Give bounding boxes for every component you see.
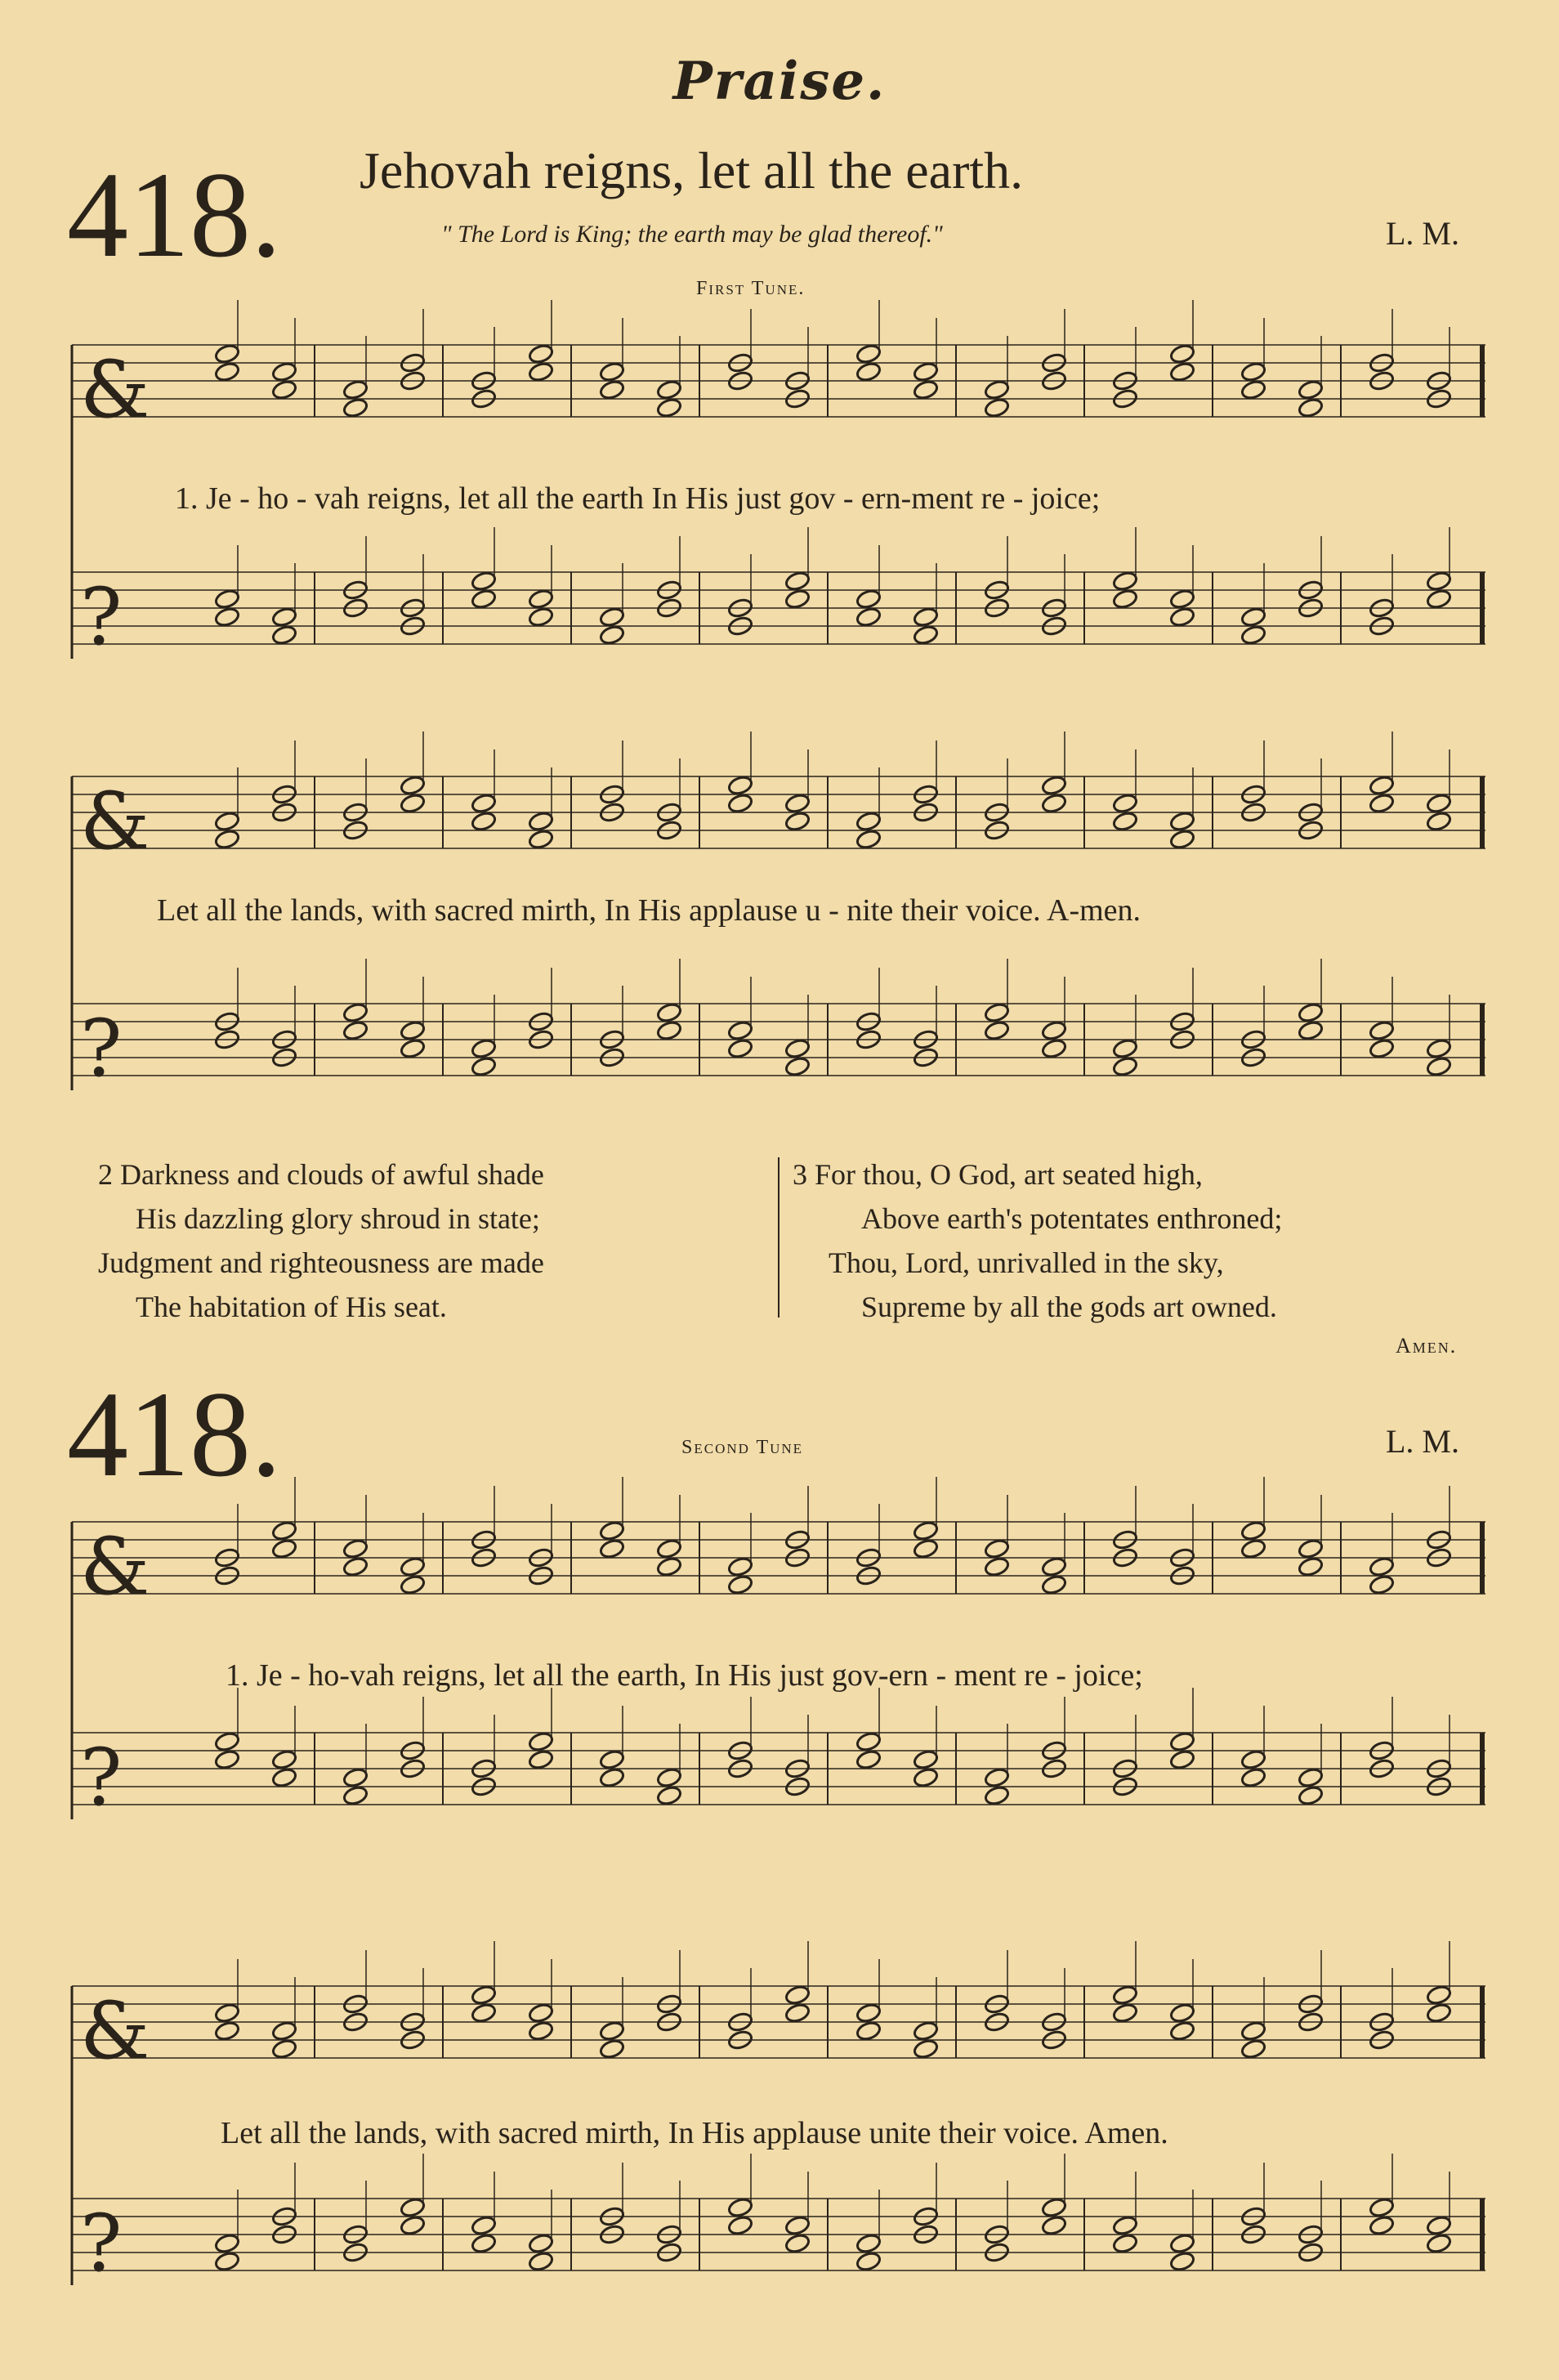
note — [1169, 588, 1195, 610]
note — [784, 811, 811, 832]
note — [271, 1520, 297, 1541]
note — [656, 1020, 682, 1041]
note — [1426, 1056, 1452, 1077]
note — [784, 2215, 811, 2236]
note — [913, 606, 939, 628]
note — [1112, 811, 1138, 832]
note — [471, 570, 497, 592]
note — [471, 1056, 497, 1077]
note — [528, 2002, 554, 2024]
note — [1426, 1984, 1452, 2006]
note — [271, 1538, 297, 1559]
note — [1169, 1749, 1195, 1770]
note — [784, 1984, 811, 2006]
note — [1369, 793, 1395, 814]
note — [1240, 2020, 1266, 2042]
note — [913, 379, 939, 400]
note — [214, 2251, 240, 2272]
note — [599, 361, 625, 382]
note — [1169, 829, 1195, 850]
note — [528, 343, 554, 365]
note — [214, 2233, 240, 2254]
note — [855, 829, 882, 850]
note — [1426, 588, 1452, 610]
note — [1041, 2215, 1067, 2236]
note — [342, 397, 369, 418]
note — [1112, 1056, 1138, 1077]
note — [528, 811, 554, 832]
note — [1112, 588, 1138, 610]
note — [1298, 1785, 1324, 1806]
note — [599, 624, 625, 646]
hymn2-lyrics-line-1: 1. Je - ho-vah reigns, let all the earth, In His just gov-ern - ment re - joice; — [226, 1658, 1143, 1693]
note — [342, 1767, 369, 1788]
bass-clef: ? — [80, 1003, 123, 1094]
note — [656, 379, 682, 400]
note — [727, 1038, 753, 1059]
note — [784, 1038, 811, 1059]
note — [1169, 811, 1195, 832]
note — [913, 624, 939, 646]
note — [1240, 361, 1266, 382]
note — [400, 2215, 426, 2236]
note — [528, 2233, 554, 2254]
note — [471, 793, 497, 814]
hymn2-meter-label: L. M. — [1386, 1423, 1459, 1460]
treble-clef: & — [80, 1521, 150, 1613]
note — [984, 1002, 1010, 1023]
note — [271, 379, 297, 400]
note — [656, 1556, 682, 1577]
note — [471, 1984, 497, 2006]
verse-2-line-2: His dazzling glory shroud in state; — [136, 1202, 540, 1235]
meter-label: L. M. — [1386, 215, 1459, 252]
note — [342, 1556, 369, 1577]
section-title: Praise. — [672, 51, 887, 112]
note — [855, 811, 882, 832]
note — [1169, 606, 1195, 628]
note — [727, 2197, 753, 2218]
note — [400, 2197, 426, 2218]
note — [1169, 2251, 1195, 2272]
note — [1426, 2233, 1452, 2254]
note — [855, 2251, 882, 2272]
note — [1426, 570, 1452, 592]
treble-clef: & — [80, 344, 150, 436]
note — [214, 1731, 240, 1752]
note — [1298, 397, 1324, 418]
hymn1-lyrics-line-2: Let all the lands, with sacred mirth, In His applause u - nite their voice. A-men. — [157, 893, 1141, 928]
note — [271, 2038, 297, 2060]
note — [984, 397, 1010, 418]
note — [528, 829, 554, 850]
note — [1240, 624, 1266, 646]
note — [913, 2020, 939, 2042]
note — [1240, 1767, 1266, 1788]
hymn2-lyrics-line-2: Let all the lands, with sacred mirth, In His applause unite their voice. Amen. — [221, 2116, 1168, 2150]
note — [271, 606, 297, 628]
note — [471, 1038, 497, 1059]
note — [342, 1785, 369, 1806]
note — [471, 811, 497, 832]
note — [855, 1749, 882, 1770]
note — [1112, 793, 1138, 814]
amen-label: Amen. — [1396, 1334, 1458, 1358]
note — [1041, 2197, 1067, 2218]
hymn-number: 418. — [67, 147, 282, 283]
note — [1426, 2215, 1452, 2236]
note — [528, 1749, 554, 1770]
note — [1112, 2215, 1138, 2236]
note — [727, 2215, 753, 2236]
bass-clef: ? — [80, 2198, 123, 2289]
note — [984, 1538, 1010, 1559]
note — [599, 379, 625, 400]
note — [727, 1020, 753, 1041]
note — [913, 1538, 939, 1559]
note — [271, 1767, 297, 1788]
note — [1112, 570, 1138, 592]
note — [214, 588, 240, 610]
note — [528, 1731, 554, 1752]
note — [1426, 811, 1452, 832]
note — [1169, 2020, 1195, 2042]
bass-clef: ? — [80, 571, 123, 663]
note — [1298, 1767, 1324, 1788]
note — [1169, 2002, 1195, 2024]
note — [599, 1520, 625, 1541]
note — [214, 2002, 240, 2024]
note — [913, 1749, 939, 1770]
note — [1298, 1002, 1324, 1023]
hymn1-lyrics-line-1: 1. Je - ho - vah reigns, let all the earth In His just gov - ern-ment re - joice; — [175, 481, 1101, 516]
note — [855, 2233, 882, 2254]
note — [727, 1556, 753, 1577]
verse-divider — [778, 1157, 780, 1318]
note — [342, 1538, 369, 1559]
verse-3-line-2: Above earth's potentates enthroned; — [861, 1202, 1283, 1235]
note — [1240, 606, 1266, 628]
note — [1169, 2233, 1195, 2254]
note — [528, 361, 554, 382]
note — [1426, 2002, 1452, 2024]
note — [855, 1731, 882, 1752]
note — [1369, 2197, 1395, 2218]
note — [656, 1002, 682, 1023]
note — [1240, 379, 1266, 400]
note — [855, 343, 882, 365]
note — [400, 793, 426, 814]
note — [1112, 1984, 1138, 2006]
verse-2 — [98, 1152, 544, 1329]
note — [528, 588, 554, 610]
note — [784, 793, 811, 814]
note — [984, 1020, 1010, 1041]
note — [855, 361, 882, 382]
note — [784, 1056, 811, 1077]
note — [214, 343, 240, 365]
note — [599, 2038, 625, 2060]
note — [342, 1020, 369, 1041]
note — [471, 588, 497, 610]
note — [727, 775, 753, 796]
note — [855, 588, 882, 610]
note — [1298, 1020, 1324, 1041]
note — [1426, 1038, 1452, 1059]
note — [342, 379, 369, 400]
note — [471, 2002, 497, 2024]
verse-2-line-3: Judgment and righteousness are made — [98, 1246, 544, 1279]
hymn2-number: 418. — [67, 1367, 282, 1502]
note — [1426, 793, 1452, 814]
note — [1041, 1574, 1067, 1595]
note — [1369, 1556, 1395, 1577]
note — [855, 2002, 882, 2024]
note — [1169, 361, 1195, 382]
note — [214, 1749, 240, 1770]
note — [271, 624, 297, 646]
note — [1298, 1538, 1324, 1559]
note — [400, 775, 426, 796]
verse-3-line-4: Supreme by all the gods art owned. — [861, 1291, 1277, 1323]
note — [271, 1749, 297, 1770]
hymn-title: Jehovah reigns, let all the earth. — [360, 141, 1024, 199]
note — [1298, 1556, 1324, 1577]
note — [1041, 1038, 1067, 1059]
hymn2-tune-label: Second Tune — [681, 1437, 804, 1458]
note — [855, 2020, 882, 2042]
note — [984, 1767, 1010, 1788]
note — [656, 397, 682, 418]
note — [400, 1574, 426, 1595]
note — [1041, 793, 1067, 814]
note — [214, 361, 240, 382]
verse-3-line-3: Thou, Lord, unrivalled in the sky, — [829, 1246, 1224, 1279]
note — [400, 1020, 426, 1041]
note — [727, 1574, 753, 1595]
note — [1041, 1020, 1067, 1041]
note — [1369, 1020, 1395, 1041]
note — [471, 2233, 497, 2254]
note — [271, 361, 297, 382]
note — [727, 793, 753, 814]
verse-2-line-1: 2 Darkness and clouds of awful shade — [98, 1158, 544, 1191]
tune-label: First Tune. — [696, 278, 806, 299]
note — [1112, 1038, 1138, 1059]
note — [400, 1038, 426, 1059]
treble-clef: & — [80, 1985, 150, 2077]
note — [599, 1767, 625, 1788]
note — [784, 2002, 811, 2024]
note — [784, 2233, 811, 2254]
note — [855, 606, 882, 628]
note — [599, 606, 625, 628]
epigraph: " The Lord is King; the earth may be glad thereof." — [441, 221, 943, 248]
note — [984, 1785, 1010, 1806]
note — [400, 1556, 426, 1577]
note — [913, 1520, 939, 1541]
note — [784, 588, 811, 610]
note — [984, 379, 1010, 400]
treble-clef: & — [80, 776, 150, 867]
note — [1041, 1556, 1067, 1577]
note — [1369, 775, 1395, 796]
note — [1240, 1749, 1266, 1770]
note — [214, 606, 240, 628]
note — [599, 2020, 625, 2042]
note — [913, 2038, 939, 2060]
note — [1240, 2038, 1266, 2060]
note — [1369, 1038, 1395, 1059]
note — [528, 606, 554, 628]
verse-3 — [793, 1152, 1282, 1329]
verse-2-line-4: The habitation of His seat. — [136, 1291, 447, 1323]
note — [271, 2020, 297, 2042]
note — [1112, 2002, 1138, 2024]
note — [1298, 379, 1324, 400]
note — [528, 2251, 554, 2272]
note — [656, 1767, 682, 1788]
note — [1240, 1520, 1266, 1541]
note — [656, 1538, 682, 1559]
note — [471, 2215, 497, 2236]
note — [599, 1538, 625, 1559]
note — [1369, 2215, 1395, 2236]
note — [214, 829, 240, 850]
note — [656, 1785, 682, 1806]
note — [1369, 1574, 1395, 1595]
note — [599, 1749, 625, 1770]
note — [1169, 1731, 1195, 1752]
note — [784, 570, 811, 592]
note — [1240, 1538, 1266, 1559]
note — [1112, 2233, 1138, 2254]
verse-3-line-1: 3 For thou, O God, art seated high, — [793, 1158, 1203, 1191]
bass-clef: ? — [80, 1732, 123, 1823]
note — [1169, 343, 1195, 365]
note — [214, 2020, 240, 2042]
note — [913, 361, 939, 382]
note — [528, 2020, 554, 2042]
note — [1041, 775, 1067, 796]
note — [913, 1767, 939, 1788]
note — [214, 811, 240, 832]
note — [342, 1002, 369, 1023]
note — [984, 1556, 1010, 1577]
